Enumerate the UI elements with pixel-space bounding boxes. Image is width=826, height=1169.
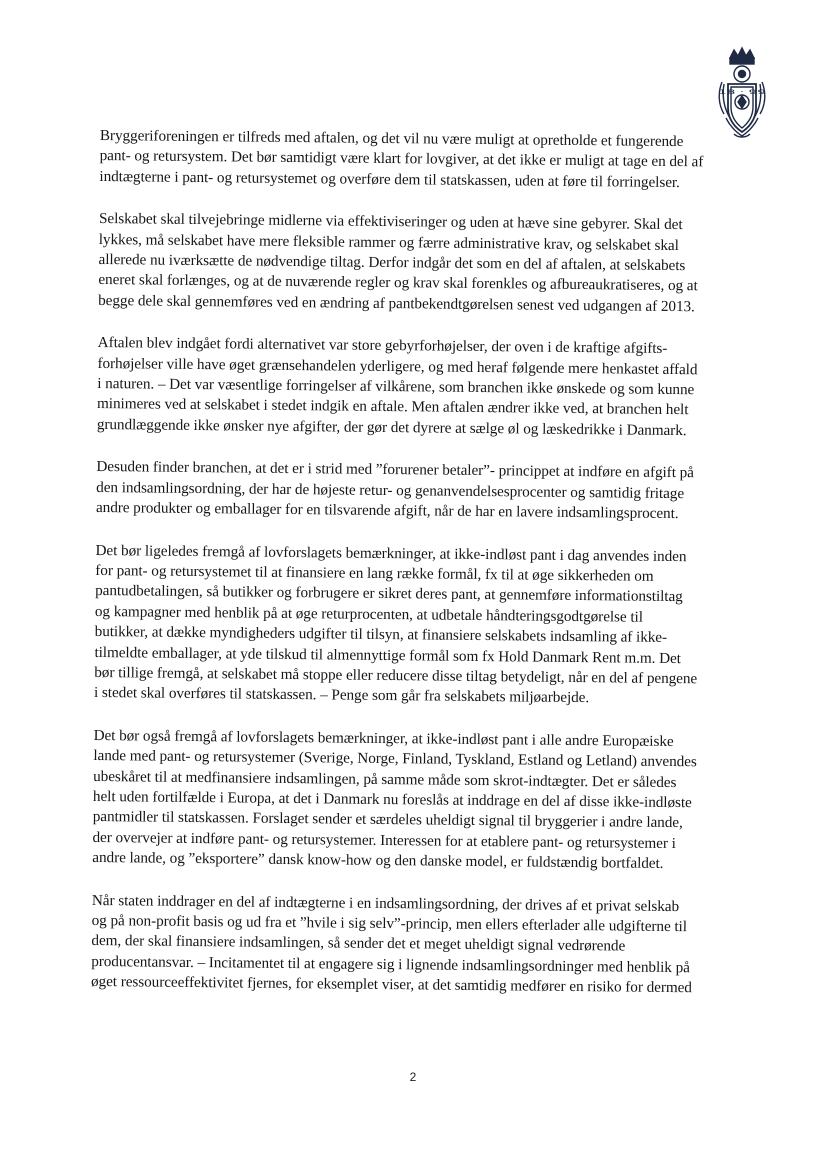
text-line: lande med pant- og retursystemer (Sverige, Norge, Finland, Tyskland, Estland og Letland) anvendes	[93, 747, 697, 771]
text-line: bør tillige fremgå, at selskabet må stoppe eller reducere disse tiltag betydeligt, når en del af pengene	[94, 663, 698, 688]
text-line: Aftalen blev indgået fordi alternativet var store gebyrforhøjelser, der oven i de kraftige afgifts-	[97, 334, 668, 358]
text-line: eneret skal forlænges, og at de nuværende regler og krav skal forenkles og afbureaukratiseres, og at	[98, 271, 698, 295]
paragraph	[91, 891, 738, 1000]
text-line: andre lande, og ”eksportere” dansk know-how og den danske model, er fuldstændig bortfaldet.	[92, 849, 664, 873]
paragraph	[96, 457, 743, 525]
text-line: i stedet skal overføres til statskassen. – Penge som går fra selskabets miljøarbejde.	[93, 684, 590, 707]
page-number: 2	[409, 1070, 417, 1084]
text-line: Det bør også fremgå af lovforslagets bemærkninger, at ikke-indløst pant i alle andre Europæiske	[93, 726, 674, 750]
paragraph	[92, 726, 739, 876]
text-line: Det bør ligeledes fremgå af lovforslagets bemærkninger, at ikke-indløst pant i dag anvendes inden	[95, 541, 687, 565]
crest-year-text: 18 · 99	[718, 89, 767, 96]
text-line: Desuden finder branchen, at det er i strid med ”forurener betaler”- princippet at indføre en afgift på	[96, 458, 694, 482]
text-line: Når staten inddrager en del af indtægterne i en indsamlingsordning, der drives af et privat selskab	[91, 891, 680, 915]
text-line: grundlæggende ikke ønsker nye afgifter, der gør det dyrere at sælge øl og læskedrikke i Danmark.	[96, 415, 687, 440]
text-line: øget ressourceeffektivitet fjernes, for eksemplet viser, at det samtidig medfører en risiko for dermed	[90, 973, 692, 997]
text-line: og kampagner med henblik på at øge returprocenten, at udbetale håndteringsgodtgørelse til	[94, 602, 644, 626]
text-line: minimeres ved at selskabet i stedet indgik en aftale. Men aftalen ændrer ikke ved, at branchen helt	[97, 395, 689, 419]
body-text	[91, 126, 746, 1021]
text-line: Selskabet skal tilvejebringe midlerne via effektiviseringer og uden at hæve sine gebyrer. Skal det	[98, 210, 683, 234]
text-line: i naturen. – Det var væsentlige forringelser af vilkårene, som branchen ikke ønskede og som kunne	[97, 375, 695, 399]
paragraph	[97, 333, 744, 442]
text-line: pantmidler til statskassen. Forslaget sender et særdeles uheldigt signal til bryggerier i andre lande,	[92, 808, 683, 832]
text-line: lykkes, må selskabet have mere fleksible rammer og færre administrative krav, og selskabet skal	[98, 230, 679, 254]
text-line: allerede nu iværksætte de nødvendige tiltag. Derfor indgår det som en del af aftalen, at selskabets	[98, 251, 686, 275]
text-line: den indsamlingsordning, der har de højeste retur- og genanvendelsesprocenter og samtidig fritage	[96, 478, 685, 502]
crest-with-crown-icon	[714, 44, 770, 142]
text-line: forhøjelser ville have øget grænsehandelen yderligere, og med heraf følgende mere henkastet affald	[97, 354, 698, 378]
text-line: pantudbetalingen, så butikker og forbrugere er sikret deres pant, at gennemføre informationstiltag	[95, 582, 683, 606]
text-line: tilmeldte emballager, at yde tilskud til almennyttige formål som fx Hold Danmark Rent m.m. Det	[94, 643, 682, 667]
text-line: butikker, at dække myndigheders udgifter til tilsyn, at finansiere selskabets indsamling af ikke-	[94, 623, 668, 647]
text-line: dem, der skal finansiere indsamlingen, så sender det et meget uheldigt signal vedrørende	[91, 932, 626, 955]
paragraph	[99, 126, 746, 194]
text-line: der overvejer at indføre pant- og retursystemer. Interessen for at etablere pant- og retursystemer i	[92, 828, 676, 852]
text-line: pant- og retursystem. Det bør samtidigt være klart for lovgiver, at det ikke er muligt at tage en del af	[99, 147, 704, 171]
text-line: indtægterne i pant- og retursystemet og overføre dem til statskassen, uden at føre til forringelser.	[99, 167, 680, 191]
text-line: Bryggeriforeningen er tilfreds med aftalen, og det vil nu være muligt at opretholde et fungerende	[99, 126, 684, 151]
text-line: helt uden fortilfælde i Europa, at det i Danmark nu foreslås at inddrage en del af disse ikke-indløste	[92, 787, 692, 812]
paragraph	[94, 540, 742, 710]
text-line: producentansvar. – Incitamentet til at engagere sig i lignende indsamlingsordninger med henblik på	[91, 952, 690, 977]
text-line: begge dele skal gennemføres ved en ændring af pantbekendtgørelsen senest ved udgangen af 2013.	[98, 291, 695, 316]
crest-logo	[714, 44, 770, 142]
text-line: ubeskåret til at medfinansiere indsamlingen, på samme måde som skrot-indtægter. Det er således	[93, 767, 677, 791]
text-line: og på non-profit basis og ud fra et ”hvile i sig selv”-princip, men ellers efterlader alle udgifterne til	[91, 911, 688, 936]
paragraph	[98, 209, 745, 318]
text-line: for pant- og retursystemet til at finansiere en lang række formål, fx til at øge sikkerheden om	[95, 561, 654, 585]
text-line: andre produkter og emballager for en tilsvarende afgift, når de har en lavere indsamlingsprocent.	[95, 499, 679, 523]
